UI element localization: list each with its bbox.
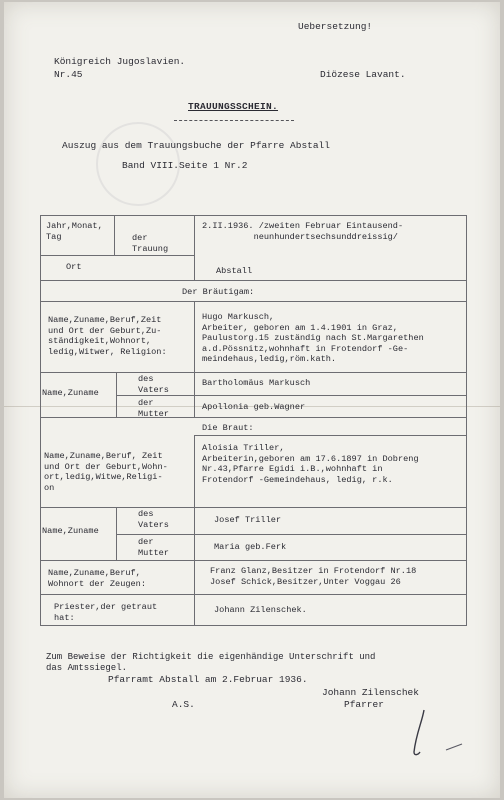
- priest-value: Johann Zilenschek.: [214, 605, 307, 615]
- witness-label: Name,Zuname,Beruf, Wohnort der Zeugen:: [48, 568, 146, 589]
- place-value: Abstall: [216, 266, 253, 276]
- priest-label: Priester,der getraut hat:: [54, 602, 158, 623]
- groom-heading: Der Bräutigam:: [182, 287, 255, 297]
- handwritten-signature-mark: [402, 708, 432, 758]
- groom-parents-label: Name,Zuname: [42, 388, 99, 398]
- date-value: 2.II.1936. /zweiten Februar Eintausend- neunhundertsechsunddreissig/: [202, 221, 404, 242]
- witness-value: Franz Glanz,Besitzer in Frotendorf Nr.18 Josef Schick,Besitzer,Unter Voggau 26: [210, 566, 417, 587]
- seal-abbreviation: A.S.: [172, 699, 195, 710]
- place-label: Ort: [66, 262, 82, 272]
- bride-value: Aloisia Triller, Arbeiterin,geboren am 17.6.1897 in Dobreng Nr.43,Pfarre Egidi i.B.,wohnhaft in Frotendorf -Gemeindehaus, ledig, r.k.: [202, 443, 419, 485]
- date-label: Jahr,Monat, Tag: [46, 221, 103, 242]
- signer-title: Pfarrer: [344, 699, 384, 710]
- bride-father-value: Josef Triller: [214, 515, 282, 525]
- kingdom-line: Königreich Jugoslavien.: [54, 56, 186, 67]
- signer-name: Johann Zilenschek: [322, 687, 419, 698]
- groom-label: Name,Zuname,Beruf,Zeit und Ort der Geburt,Zu- ständigkeit,Wohnort, ledig,Witwer, Religion:: [48, 315, 167, 357]
- bride-father-label: des Vaters: [138, 509, 169, 530]
- bride-parents-label: Name,Zuname: [42, 526, 99, 536]
- marriage-label: der Trauung: [132, 233, 169, 254]
- diocese-line: Diözese Lavant.: [320, 69, 406, 80]
- groom-mother-value: Apollonia geb.Wagner: [202, 402, 306, 412]
- translation-note: Uebersetzung!: [298, 21, 373, 32]
- bride-mother-value: Maria geb.Ferk: [214, 542, 287, 552]
- groom-mother-label: der Mutter: [138, 398, 169, 419]
- place-date-line: Pfarramt Abstall am 2.Februar 1936.: [108, 674, 308, 685]
- title-underline: [174, 120, 294, 121]
- bride-label: Name,Zuname,Beruf, Zeit und Ort der Geburt,Wohn- ort,ledig,Witwe,Religi- on: [44, 451, 168, 493]
- extract-line: Auszug aus dem Trauungsbuche der Pfarre Abstall: [62, 140, 330, 151]
- ink-mark: [444, 742, 464, 752]
- groom-value: Hugo Markusch, Arbeiter, geboren am 1.4.1901 in Graz, Paulustorg.15 zuständig nach St.Margarethen a.d.Pössnitz,wohnhaft in Frotendorf -Ge- meindehaus,ledig,röm.kath.: [202, 312, 424, 364]
- groom-father-value: Bartholomäus Markusch: [202, 378, 311, 388]
- volume-line: Band VIII.Seite 1 Nr.2: [122, 160, 248, 171]
- bride-mother-label: der Mutter: [138, 537, 169, 558]
- groom-father-label: des Vaters: [138, 374, 169, 395]
- document-title: TRAUUNGSSCHEIN.: [188, 101, 279, 112]
- certification-text: Zum Beweise der Richtigkeit die eigenhändige Unterschrift und das Amtssiegel.: [46, 652, 376, 673]
- record-number: Nr.45: [54, 69, 83, 80]
- bride-heading: Die Braut:: [202, 423, 254, 433]
- document-page: [4, 2, 500, 798]
